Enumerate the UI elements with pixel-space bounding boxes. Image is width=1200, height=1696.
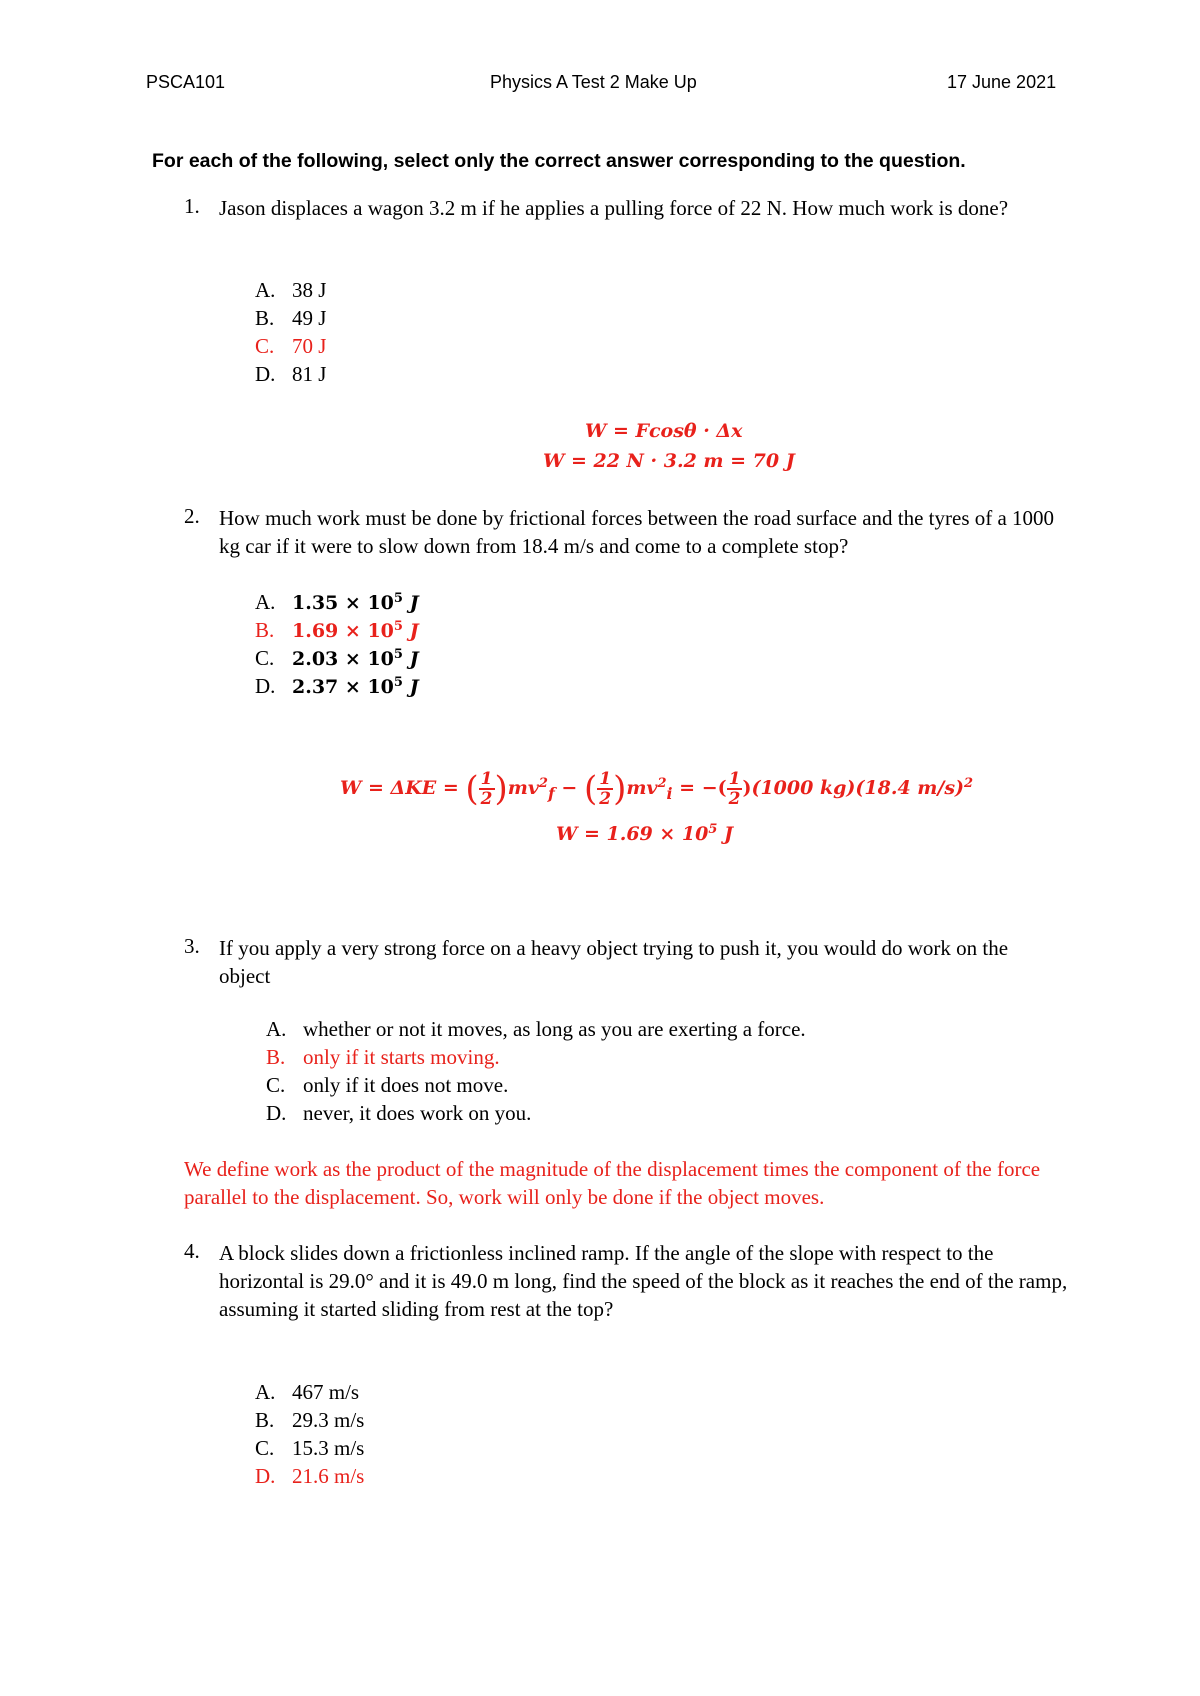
- question-text: Jason displaces a wagon 3.2 m if he applies a pulling force of 22 N. How much work is done?: [219, 196, 1009, 220]
- option-d-correct: D. 21.6 m/s: [255, 1464, 365, 1488]
- solution-energy-equation: W = ΔKE = ( $\frac{1}{2}$ )$mv^2_f$ − ( $\frac{1}{2}$ )$mv^2_i$ = −( $\frac{1}{2}$ )(1000 kg)(18.4 m/s)$^2$: [340, 769, 974, 809]
- option-a: A. 38 J: [255, 278, 327, 302]
- option-b: B. 29.3 m/s: [255, 1408, 365, 1432]
- question-text: If you apply a very strong force on a heavy object trying to push it, you would do work on the object: [219, 936, 1009, 988]
- explanation: We define work as the product of the magnitude of the displacement times the component of the force parallel to the displacement. So, work will only be done if the object moves.: [184, 1157, 1041, 1209]
- instruction: For each of the following, select only the correct answer corresponding to the question.: [152, 150, 966, 172]
- header-course: PSCA101: [146, 72, 226, 92]
- question-text: How much work must be done by frictional forces between the road surface and the tyres of a 1000 kg car if it were to slow down from 18.4 m/s and come to a complete stop?: [219, 506, 1055, 558]
- option-d: D. never, it does work on you.: [266, 1101, 532, 1125]
- question-number: 4.: [184, 1239, 200, 1263]
- solution-result: $W = 1.69 \times 10^5$ J: [556, 822, 734, 845]
- option-d: D. 81 J: [255, 362, 327, 386]
- option-c: C. 15.3 m/s: [255, 1436, 365, 1460]
- option-b-correct: B. $1.69 \times 10^5$ J: [255, 618, 419, 642]
- question-number: 3.: [184, 934, 200, 958]
- header-date: 17 June 2021: [947, 72, 1057, 92]
- option-d: D. $2.37 \times 10^5$ J: [255, 674, 419, 698]
- solution-formula-line2: W = 22 N · 3.2 m = 70 J: [543, 450, 795, 472]
- option-a: A. 467 m/s: [255, 1380, 360, 1404]
- question-text: A block slides down a frictionless inclined ramp. If the angle of the slope with respect to the horizontal is 29.0° and it is 49.0 m long, find the speed of the block as it reaches the end of the ramp, assuming it started sliding from rest at the top?: [219, 1241, 1068, 1321]
- option-a: A. $1.35 \times 10^5$ J: [255, 590, 419, 614]
- option-c: C. $2.03 \times 10^5$ J: [255, 646, 419, 670]
- option-c-correct: C. 70 J: [255, 334, 327, 358]
- option-b-correct: B. only if it starts moving.: [266, 1045, 500, 1069]
- option-c: C. only if it does not move.: [266, 1073, 509, 1097]
- solution-formula-line1: W = Fcosθ · Δx: [585, 420, 743, 442]
- option-b: B. 49 J: [255, 306, 327, 330]
- header-title: Physics A Test 2 Make Up: [490, 72, 697, 92]
- question-number: 2.: [184, 504, 200, 528]
- question-number: 1.: [184, 194, 200, 218]
- option-a: A. whether or not it moves, as long as you are exerting a force.: [266, 1017, 806, 1041]
